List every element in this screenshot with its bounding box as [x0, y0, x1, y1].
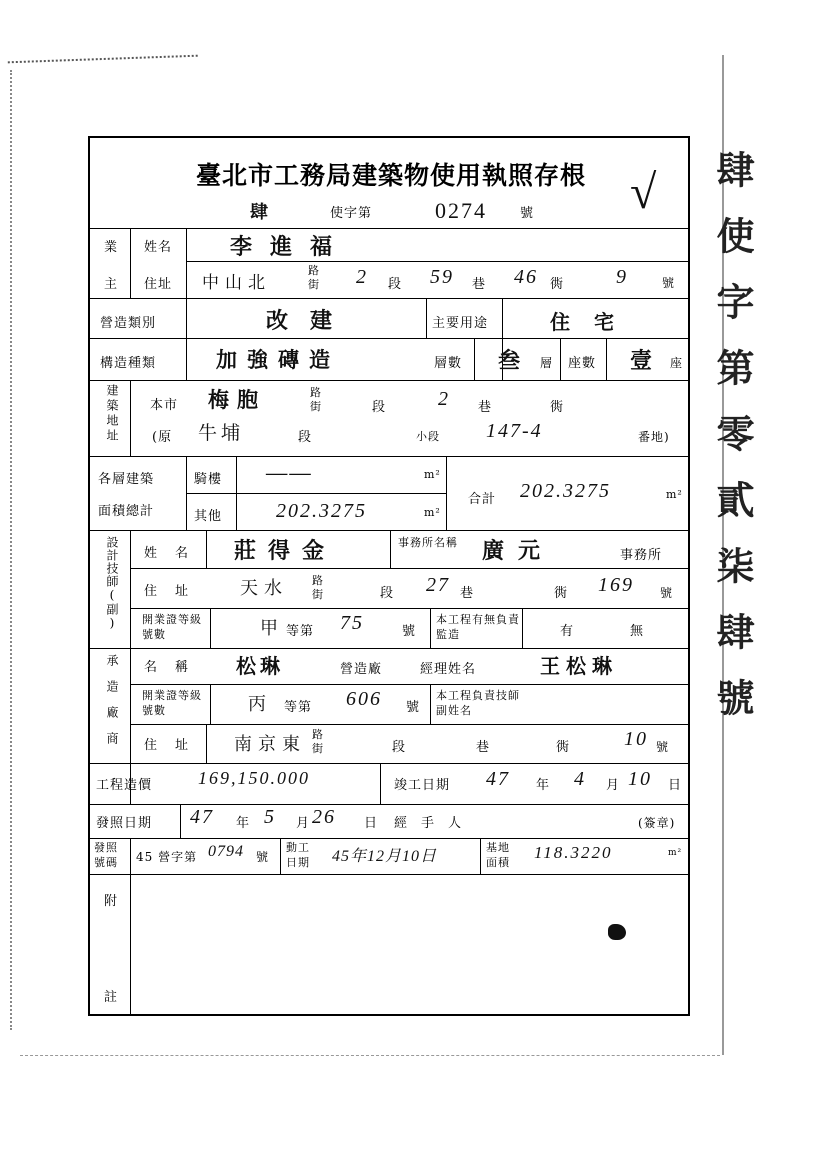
contractor-name-label: 名稱 [144, 660, 207, 675]
done-label: 竣工日期 [394, 778, 451, 793]
ink-blot [608, 924, 626, 940]
designer-label: 設計技師(副) [105, 536, 119, 631]
designer-sup-no: 無 [630, 624, 645, 639]
build-type-label: 營造類別 [100, 316, 157, 331]
cost-value: 169,150.000 [198, 768, 310, 788]
designer-lane: 27 [426, 574, 450, 596]
designer-lic-no: 75 [340, 612, 364, 634]
designer-no-label: 號 [660, 586, 674, 600]
designer-addr-road: 天水 [240, 578, 288, 599]
designer-lic-label: 開業證等級號數 [142, 613, 202, 641]
contractor-name: 松琳 [236, 654, 284, 678]
designer-no: 169 [598, 574, 634, 596]
site-orig-sec-label: 段 [298, 430, 313, 445]
seal-label: (簽章) [638, 816, 676, 830]
contractor-road-label: 路 街 [312, 728, 324, 755]
owner-addr-label: 住址 [144, 277, 173, 292]
bldg-label: 座數 [568, 356, 597, 371]
base-unit: m² [668, 848, 683, 858]
arcade-label: 騎樓 [194, 472, 223, 487]
issue-year: 47 [190, 806, 214, 828]
start-date: 45年12月10日 [332, 848, 438, 865]
permit-stub-form [88, 136, 690, 1016]
site-lane: 2 [438, 388, 450, 410]
designer-office-label: 事務所名稱 [398, 536, 458, 549]
site-lot: 147-4 [486, 420, 543, 442]
owner-no: 9 [616, 266, 628, 288]
designer-sup-yes: 有 [560, 624, 575, 639]
designer-addr-label: 住址 [144, 584, 207, 599]
owner-alley: 46 [514, 266, 538, 288]
scan-edge-bottom [20, 1055, 720, 1058]
permit-no: 0794 [208, 843, 244, 860]
arcade-value: —— [266, 460, 313, 486]
site-orig-sec: 牛埔 [198, 422, 245, 444]
use-label: 主要用途 [432, 316, 489, 331]
total-unit: m² [666, 488, 683, 501]
structure-label: 構造種類 [100, 356, 157, 371]
done-month-label: 月 [606, 778, 621, 793]
structure-value: 加強磚造 [216, 347, 340, 372]
designer-name-label: 姓名 [144, 546, 207, 561]
designer-office: 廣元 [482, 538, 555, 564]
contractor-addr-road: 南京東 [234, 734, 306, 755]
area-label-2: 面積總計 [98, 504, 155, 519]
check-mark: √ [630, 166, 659, 219]
site-alley-label: 衖 [550, 400, 565, 415]
right-margin-stamp: 肆使字第零貳柒肆號 [710, 150, 755, 744]
floors-value: 叁 [498, 348, 527, 374]
header-suffix: 號 [520, 206, 535, 221]
designer-lane-label: 巷 [460, 586, 475, 601]
area-label-1: 各層建築 [98, 472, 155, 487]
designer-alley-label: 衖 [554, 586, 569, 601]
permit-suffix: 號 [256, 850, 270, 864]
contractor-mgr-label: 經理姓名 [420, 662, 477, 677]
owner-sec-label: 段 [388, 277, 403, 292]
designer-name: 莊得金 [234, 538, 337, 564]
contractor-sec-label: 段 [392, 740, 407, 755]
designer-lic-text: 等第 [286, 624, 315, 639]
owner-label-bottom: 主 [104, 277, 119, 292]
designer-lic-grade: 甲 [260, 618, 284, 639]
site-lot-label: 番地) [638, 430, 670, 444]
bldg-value: 壹 [630, 348, 659, 374]
designer-lic-suffix: 號 [402, 624, 417, 639]
cost-label: 工程造價 [96, 778, 153, 793]
floors-label: 層數 [434, 356, 463, 371]
issue-day-label: 日 [364, 816, 379, 831]
contractor-addr-label: 住址 [144, 738, 207, 753]
owner-addr-road: 中山北 [202, 273, 271, 293]
scan-edge-left [10, 70, 16, 1030]
site-lane-label: 巷 [478, 400, 493, 415]
contractor-resp-label: 本工程負責技師副姓名 [436, 689, 520, 717]
contractor-lic-label: 開業證等級號數 [142, 689, 202, 717]
done-year: 47 [486, 768, 510, 790]
designer-sec-label: 段 [380, 586, 395, 601]
header-number: 0274 [435, 198, 487, 223]
owner-road-label: 路 街 [308, 264, 320, 291]
site-orig-open: (原 [152, 430, 173, 445]
header-prefix: 肆 [250, 202, 274, 223]
start-label: 動工日期 [286, 841, 310, 869]
contractor-no: 10 [624, 728, 648, 750]
owner-sec: 2 [356, 266, 368, 288]
use-value: 住宅 [550, 310, 638, 334]
contractor-label: 承造廠商 [105, 654, 119, 758]
issue-month: 5 [264, 806, 276, 828]
site-city: 本市 [150, 398, 179, 413]
contractor-lic-no: 606 [346, 688, 382, 710]
build-type-value: 改建 [266, 308, 355, 334]
total-label: 合計 [468, 492, 497, 507]
designer-road-label: 路 街 [312, 574, 324, 601]
issue-label: 發照日期 [96, 816, 153, 831]
site-small-sec-label: 小段 [416, 430, 440, 443]
issue-month-label: 月 [296, 816, 311, 831]
site-road-label: 路 街 [310, 386, 322, 413]
site-sec-label: 段 [372, 400, 387, 415]
arcade-unit: m² [424, 468, 441, 481]
bldg-unit: 座 [670, 356, 684, 370]
contractor-lic-text: 等第 [284, 700, 313, 715]
done-day: 10 [628, 768, 652, 790]
owner-name-label: 姓名 [144, 240, 173, 255]
site-road: 梅胞 [208, 387, 266, 412]
contractor-alley-label: 衖 [556, 740, 571, 755]
contractor-mgr: 王松琳 [540, 654, 618, 678]
form-title: 臺北市工務局建築物使用執照存根 [195, 161, 586, 190]
contractor-no-label: 號 [656, 740, 670, 754]
site-label: 建築地址 [105, 384, 119, 444]
base-value: 118.3220 [534, 843, 613, 862]
owner-name: 李進福 [230, 234, 351, 260]
scan-edge-top [8, 55, 198, 78]
header-word: 使字第 [330, 206, 373, 221]
remarks-top: 附 [104, 894, 119, 909]
owner-no-label: 號 [662, 276, 676, 290]
owner-alley-label: 衖 [550, 277, 565, 292]
contractor-lane-label: 巷 [476, 740, 491, 755]
issue-year-label: 年 [236, 816, 251, 831]
floor-unit: 層 [540, 356, 554, 370]
other-unit: m² [424, 506, 441, 519]
other-label: 其他 [194, 509, 223, 524]
done-day-label: 日 [668, 778, 683, 793]
contractor-factory-label: 營造廠 [340, 662, 383, 677]
designer-sup-label: 本工程有無負責監造 [436, 613, 520, 641]
contractor-lic-grade: 丙 [248, 694, 272, 715]
remarks-bottom: 註 [104, 990, 119, 1005]
handler-label: 經手人 [394, 816, 476, 831]
done-month: 4 [574, 768, 586, 790]
permit-label: 發照號碼 [94, 841, 118, 869]
owner-lane: 59 [430, 266, 454, 288]
owner-label-top: 業 [104, 240, 119, 255]
base-label: 基地面積 [486, 841, 510, 869]
contractor-lic-suffix: 號 [406, 700, 421, 715]
other-value: 202.3275 [276, 500, 367, 522]
issue-day: 26 [312, 806, 336, 828]
permit-value: 45 營字第 [136, 850, 198, 864]
owner-lane-label: 巷 [472, 277, 487, 292]
done-year-label: 年 [536, 778, 551, 793]
total-value: 202.3275 [520, 480, 611, 502]
designer-office-suffix: 事務所 [620, 548, 663, 563]
